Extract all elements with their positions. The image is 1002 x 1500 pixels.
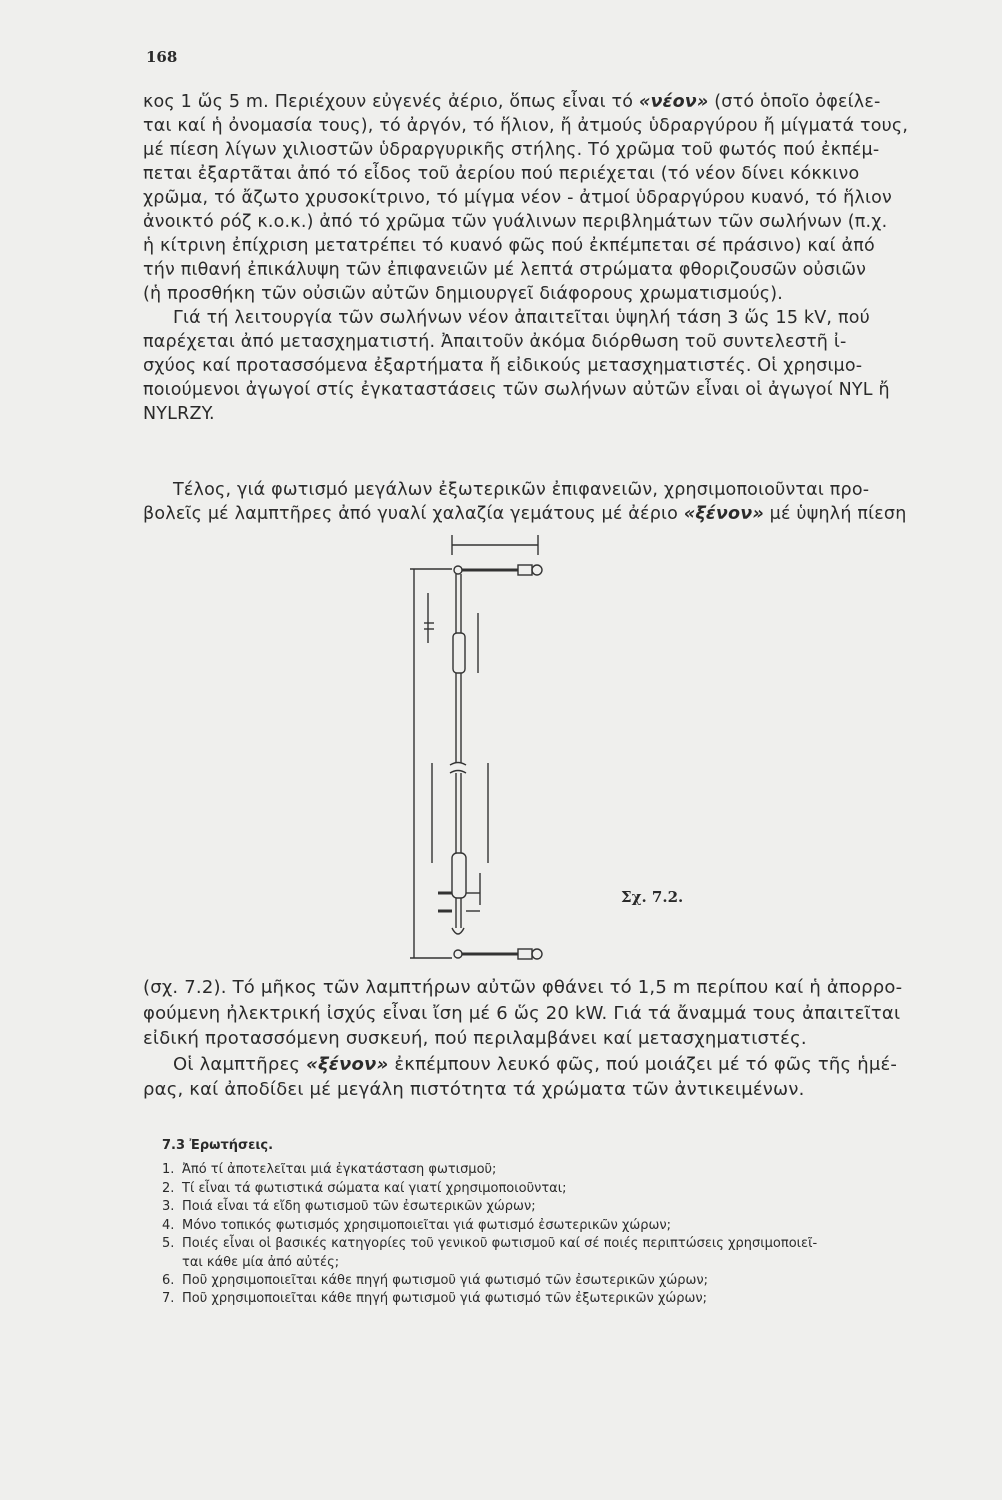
question-continuation: ται κάθε μία ἀπό αὐτές; xyxy=(182,1254,340,1270)
text-line: φούμενη ἠλεκτρική ἰσχύς εἶναι ἴση μέ 6 ὥς 20 kW. Γιά τά ἄναμμά τους ἀπαιτεῖται xyxy=(143,1002,901,1024)
xenon-term: «ξένον» xyxy=(683,504,764,524)
text-line: εἰδική προτασσόμενη συσκευή, πού περιλαμβάνει καί μετασχηματιστές. xyxy=(143,1028,807,1049)
paragraph-neon-tubes xyxy=(143,90,963,426)
text-line: NYLRZY. xyxy=(143,404,215,424)
text-line: βολεῖς μέ λαμπτῆρες ἀπό γυαλί χαλαζία γεμάτους μέ ἀέριο «ξένον» μέ ὑψηλή πίεση xyxy=(143,504,907,524)
text-line: πεται ἐξαρτᾶται ἀπό τό εἶδος τοῦ ἀερίου πού περιέχεται (τό νέον δίνει κόκκινο xyxy=(143,164,860,184)
question-item: 5. Ποιές εἶναι οἱ βασικές κατηγορίες τοῦ γενικοῦ φωτισμοῦ καί σέ ποιές περιπτώσεις χρησιμοποιεῖ- xyxy=(162,1236,818,1251)
xenon-lamp-figure xyxy=(400,533,560,973)
paragraph-xenon-floodlights xyxy=(143,478,963,526)
question-item: 3. Ποιά εἶναι τά εἴδη φωτισμοῦ τῶν ἐσωτερικῶν χώρων; xyxy=(162,1199,536,1214)
text-line: ἀνοικτό ρόζ κ.ο.κ.) ἀπό τό χρῶμα τῶν γυάλινων περιβλημάτων τῶν σωλήνων (π.χ. xyxy=(143,212,888,232)
text-line: (σχ. 7.2). Τό μῆκος τῶν λαμπτήρων αὐτῶν φθάνει τό 1,5 m περίπου καί ἡ ἀπορρο- xyxy=(143,977,903,998)
text-line: ται καί ἡ ὀνομασία τους), τό ἀργόν, τό ἥλιον, ἤ ἀτμούς ὑδραργύρου ἤ μίγματά τους, xyxy=(143,116,909,136)
text-line: χρῶμα, τό ἄζωτο χρυσοκίτρινο, τό μίγμα νέον - ἀτμοί ὑδραργύρου κυανό, τό ἥλιον xyxy=(143,188,892,208)
text-line: τήν πιθανή ἐπικάλυψη τῶν ἐπιφανειῶν μέ λεπτά στρώματα φθοριζουσῶν οὐσιῶν xyxy=(143,260,867,280)
xenon-term: «ξένον» xyxy=(306,1053,389,1075)
text-line: μέ πίεση λίγων χιλιοστῶν ὑδραργυρικῆς στήλης. Τό χρῶμα τοῦ φωτός πού ἐκπέμ- xyxy=(143,140,880,160)
paragraph-xenon-lamps xyxy=(143,975,963,1103)
text-line: Τέλος, γιά φωτισμό μεγάλων ἐξωτερικῶν ἐπιφανειῶν, χρησιμοποιοῦνται προ- xyxy=(173,480,870,500)
question-item: 7. Ποῦ χρησιμοποιεῖται κάθε πηγή φωτισμοῦ γιά φωτισμό τῶν ἐξωτερικῶν χώρων; xyxy=(162,1291,708,1306)
questions-section xyxy=(162,1138,972,1309)
page-number: 168 xyxy=(146,48,178,66)
text-line: Οἱ λαμπτῆρες «ξένον» ἐκπέμπουν λευκό φῶς, πού μοιάζει μέ τό φῶς τῆς ἡμέ- xyxy=(173,1053,898,1075)
question-item: 4. Μόνο τοπικός φωτισμός χρησιμοποιεῖται γιά φωτισμό ἐσωτερικῶν χώρων; xyxy=(162,1217,672,1233)
text-line: ρας, καί ἀποδίδει μέ μεγάλη πιστότητα τά χρώματα τῶν ἀντικειμένων. xyxy=(143,1079,805,1100)
text-line: ποιούμενοι ἀγωγοί στίς ἐγκαταστάσεις τῶν σωλήνων αὐτῶν εἶναι οἱ ἀγωγοί NYL ἤ xyxy=(143,380,890,400)
neon-term: «νέον» xyxy=(638,92,709,112)
text-line: παρέχεται ἀπό μετασχηματιστή. Ἀπαιτοῦν ἀκόμα διόρθωση τοῦ συντελεστῆ ἰ- xyxy=(143,332,847,352)
question-item: 6. Ποῦ χρησιμοποιεῖται κάθε πηγή φωτισμοῦ γιά φωτισμό τῶν ἐσωτερικῶν χώρων; xyxy=(162,1272,709,1288)
figure-caption: Σχ. 7.2. xyxy=(621,888,684,906)
text-line: ἡ κίτρινη ἐπίχριση μετατρέπει τό κυανό φῶς πού ἐκπέμπεται σέ πράσινο) καί ἀπό xyxy=(143,236,875,256)
question-item: 1. Ἀπό τί ἀποτελεῖται μιά ἐγκατάσταση φωτισμοῦ; xyxy=(162,1162,497,1177)
text-line: σχύος καί προτασσόμενα ἐξαρτήματα ἤ εἰδικούς μετασχηματιστές. Οἱ χρησιμο- xyxy=(143,356,863,376)
xenon-lamp-drawing xyxy=(400,533,560,973)
questions-title: 7.3 Ἐρωτήσεις. xyxy=(162,1138,274,1153)
question-item: 2. Τί εἶναι τά φωτιστικά σώματα καί γιατί χρησιμοποιοῦνται; xyxy=(162,1180,567,1196)
text-line: Γιά τή λειτουργία τῶν σωλήνων νέον ἀπαιτεῖται ὑψηλή τάση 3 ὥς 15 kV, πού xyxy=(173,308,870,328)
text-line: (ἡ προσθήκη τῶν οὐσιῶν αὐτῶν δημιουργεῖ διάφορους χρωματισμούς). xyxy=(143,284,784,304)
text-line: κος 1 ὥς 5 m. Περιέχουν εὐγενές ἀέριο, ὅπως εἶναι τό «νέον» (στό ὁποῖο ὀφείλε- xyxy=(143,92,881,112)
